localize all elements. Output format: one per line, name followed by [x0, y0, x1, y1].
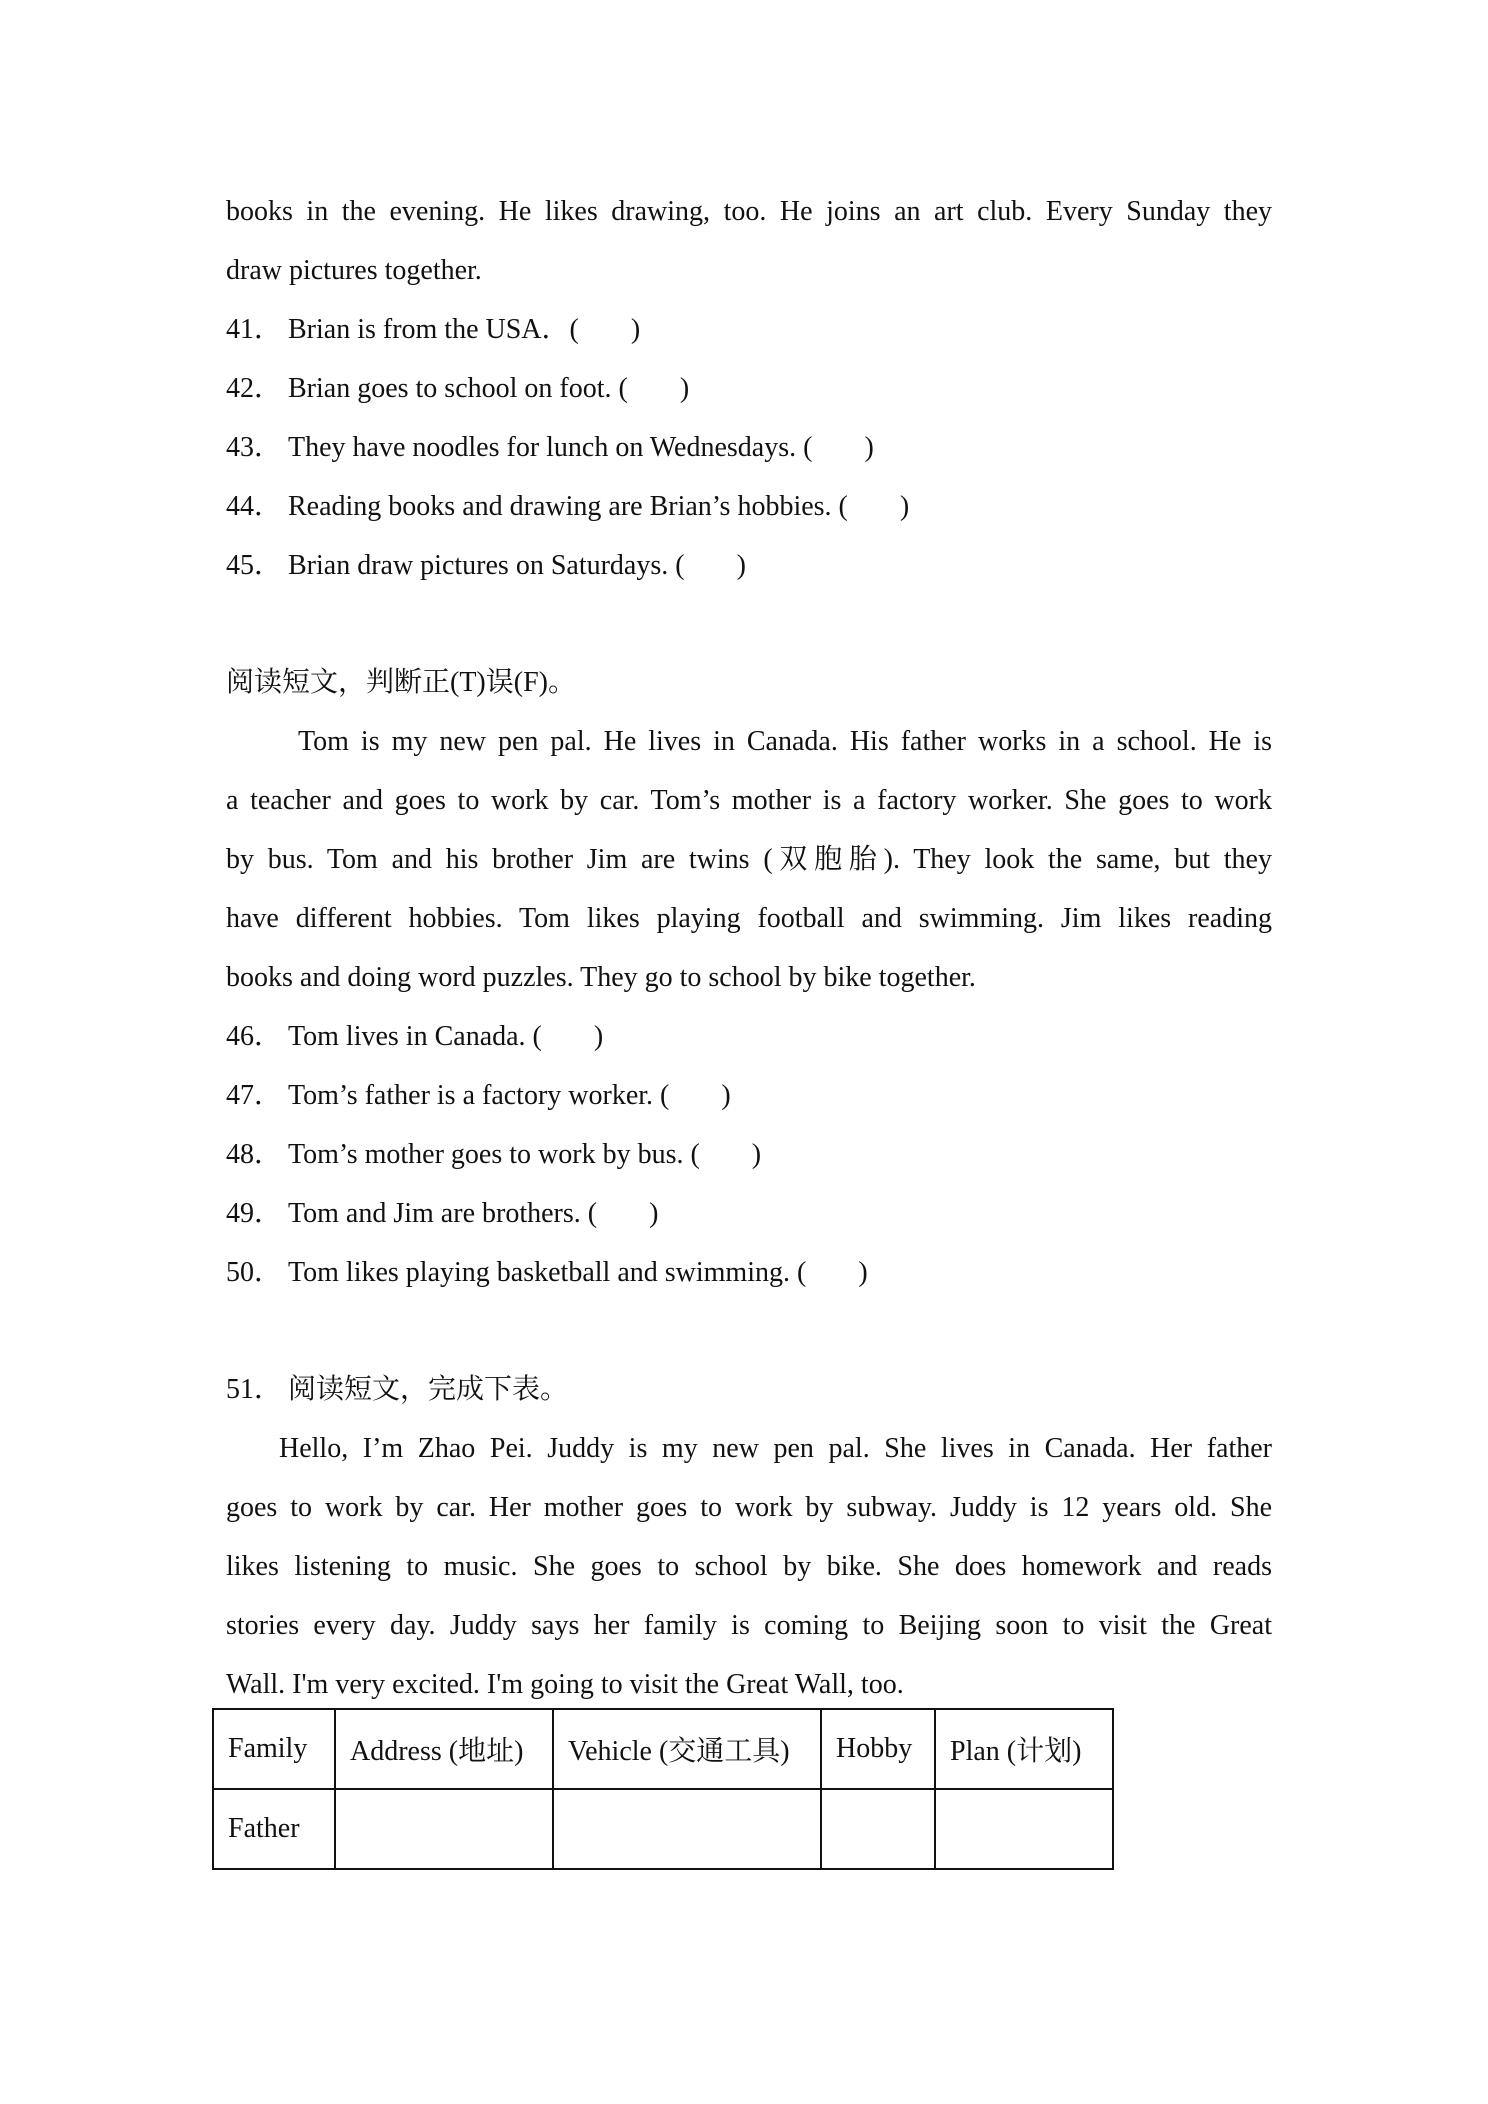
question-number: 43．	[226, 432, 283, 463]
passage1-line-2: draw pictures together.	[226, 255, 482, 286]
section2-passage-line-2: a teacher and goes to work by car. Tom’s mother is a factory worker. She goes to work	[226, 785, 1272, 816]
question-42	[226, 371, 689, 407]
question-text: Tom’s mother goes to work by bus. (	[288, 1139, 700, 1170]
section3-passage-line-5: Wall. I'm very excited. I'm going to visit the Great Wall, too.	[226, 1669, 904, 1700]
table-cell-vehicle[interactable]	[553, 1789, 821, 1869]
question-close: )	[899, 491, 910, 522]
table-cell-plan[interactable]	[935, 1789, 1113, 1869]
question-44	[226, 489, 909, 525]
question-46	[226, 1019, 603, 1055]
question-45	[226, 548, 746, 584]
question-number: 47．	[226, 1080, 283, 1111]
question-48	[226, 1137, 761, 1173]
table-cell-family: Father	[213, 1789, 335, 1869]
table-header-row	[213, 1709, 1113, 1789]
table-row	[213, 1789, 1113, 1869]
table-header-vehicle: Vehicle (交通工具)	[553, 1709, 821, 1789]
passage1-line-1: books in the evening. He likes drawing, too. He joins an art club. Every Sunday they	[226, 196, 1272, 227]
question-number: 49．	[226, 1198, 283, 1229]
question-close: )	[630, 314, 641, 345]
question-close: )	[751, 1139, 762, 1170]
question-text: Brian goes to school on foot. (	[288, 373, 628, 404]
section2-passage-line-5: books and doing word puzzles. They go to school by bike together.	[226, 962, 976, 993]
table-header-address: Address (地址)	[335, 1709, 553, 1789]
table-header-family: Family	[213, 1709, 335, 1789]
question-text: They have noodles for lunch on Wednesdays. (	[288, 432, 813, 463]
question-41	[226, 312, 640, 348]
section2-passage-line-4: have different hobbies. Tom likes playing football and swimming. Jim likes reading	[226, 903, 1272, 934]
question-43	[226, 430, 874, 466]
section3-passage-line-3: likes listening to music. She goes to school by bike. She does homework and reads	[226, 1551, 1272, 1582]
section2-passage-line-1: Tom is my new pen pal. He lives in Canada. His father works in a school. He is	[298, 726, 1272, 757]
question-number: 44．	[226, 491, 283, 522]
section3-passage-line-4: stories every day. Juddy says her family is coming to Beijing soon to visit the Great	[226, 1610, 1272, 1641]
question-text: Reading books and drawing are Brian’s hobbies. (	[288, 491, 848, 522]
question-number: 51．	[226, 1374, 283, 1405]
section2-passage-line-3: by bus. Tom and his brother Jim are twins (双胞胎). They look the same, but they	[226, 844, 1272, 875]
question-text: Tom likes playing basketball and swimming. (	[288, 1257, 807, 1288]
question-number: 46．	[226, 1021, 283, 1052]
section3-heading	[226, 1372, 568, 1408]
table-header-plan: Plan (计划)	[935, 1709, 1113, 1789]
section3-instruction: 阅读短文，完成下表。	[288, 1374, 569, 1405]
question-close: )	[864, 432, 874, 463]
question-close: )	[649, 1198, 659, 1229]
question-text: Tom and Jim are brothers. (	[288, 1198, 598, 1229]
family-table	[212, 1708, 1114, 1870]
question-number: 41．	[226, 314, 283, 345]
section3-passage-line-2: goes to work by car. Her mother goes to work by subway. Juddy is 12 years old. She	[226, 1492, 1272, 1523]
question-close: )	[858, 1257, 868, 1288]
question-number: 42．	[226, 373, 283, 404]
table-cell-address[interactable]	[335, 1789, 553, 1869]
question-number: 48．	[226, 1139, 283, 1170]
question-50	[226, 1255, 868, 1291]
question-close: )	[721, 1080, 731, 1111]
question-number: 50．	[226, 1257, 283, 1288]
question-text: Tom’s father is a factory worker. (	[288, 1080, 670, 1111]
question-49	[226, 1196, 658, 1232]
question-text: Tom lives in Canada. (	[288, 1021, 542, 1052]
question-close: )	[736, 550, 746, 581]
question-close: )	[679, 373, 690, 404]
question-text: Brian draw pictures on Saturdays. (	[288, 550, 685, 581]
question-close: )	[593, 1021, 604, 1052]
table-header-hobby: Hobby	[821, 1709, 935, 1789]
question-text: Brian is from the USA．(	[288, 314, 579, 345]
table-cell-hobby[interactable]	[821, 1789, 935, 1869]
question-number: 45．	[226, 550, 283, 581]
question-47	[226, 1078, 731, 1114]
section3-passage-line-1: Hello, I’m Zhao Pei. Juddy is my new pen pal. She lives in Canada. Her father	[279, 1433, 1272, 1464]
section2-instruction: 阅读短文，判断正(T)误(F)。	[226, 667, 576, 698]
